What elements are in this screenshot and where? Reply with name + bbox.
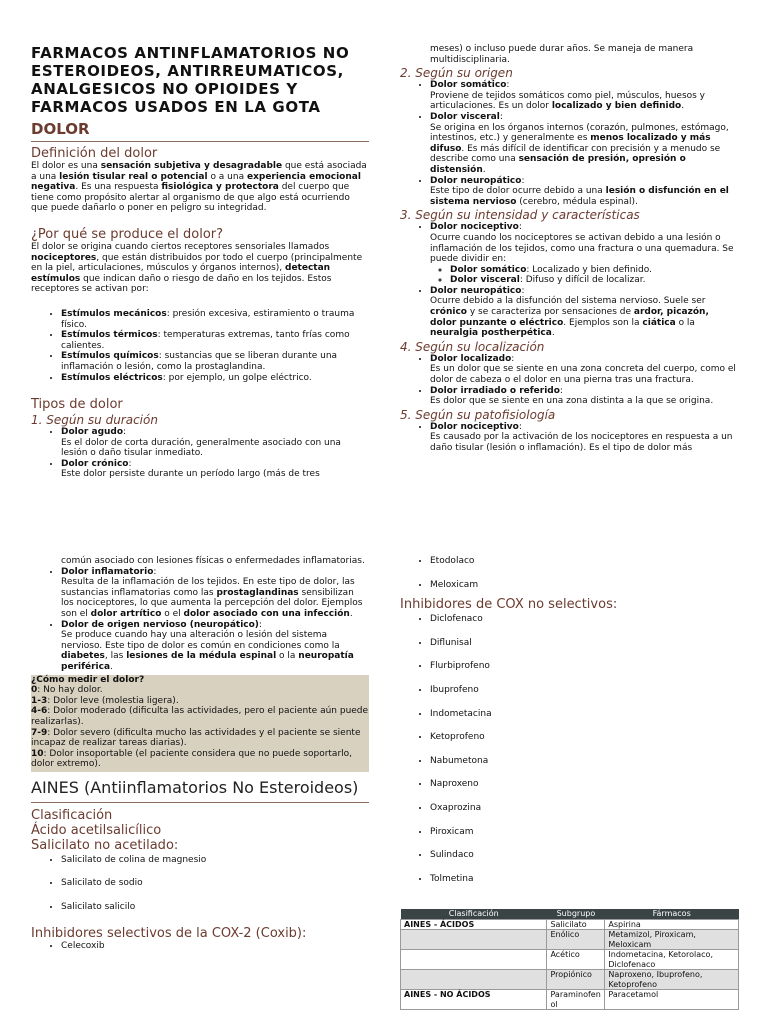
list-item: • Nabumetona xyxy=(430,756,740,767)
table-cell: Salicilato xyxy=(547,919,605,930)
clasificacion-heading: Clasificación xyxy=(31,807,113,823)
table-cell: AINES - ÁCIDOS xyxy=(401,919,547,930)
coxib-list-cont xyxy=(400,556,740,590)
patofisiologia-heading: 5. Según su patofisiología xyxy=(400,407,556,422)
list-item: • Dolor localizado: Es un dolor que se siente en una zona concreta del cuerpo, como el dolor de cabeza o el dolor en una pierna tras una fractura. xyxy=(430,354,738,386)
table-cell xyxy=(401,970,547,990)
aines-table xyxy=(400,909,739,1010)
list-item: • Etodolaco xyxy=(430,556,740,567)
intensidad-list xyxy=(400,222,738,339)
porque-paragraph: El dolor se origina cuando ciertos receptores sensoriales llamados nociceptores, que están distribuidos por todo el cuerpo (principalmente en la piel, articulaciones, músculos y órganos internos), detectan estímulos que indican daño o riesgo de daño en los tejidos. Estos receptores se activan por: xyxy=(31,241,363,295)
list-item: • Indometacina xyxy=(430,709,740,720)
nociceptivo-sublist xyxy=(430,265,738,286)
list-item: • Dolor neuropático: Ocurre debido a la disfunción del sistema nervioso. Suele ser crónico y se caracteriza por sensaciones de ardor, picazón, dolor punzante o eléctrico. Ejemplos son la ciática o la neuralgia postherpética. xyxy=(430,286,738,339)
list-item: • Dolor irradiado o referido: Es dolor que se siente en una zona distinta a la que se origina. xyxy=(430,386,738,407)
table-header-row xyxy=(401,909,739,919)
document-title: FARMACOS ANTINFLAMATORIOS NO ESTEROIDEOS, ANTIRREUMATICOS, ANALGESICOS NO OPIOIDES Y FARMACOS USADOS EN LA GOTA xyxy=(31,44,350,116)
list-item: • Diclofenaco xyxy=(430,614,740,625)
table-cell: Acético xyxy=(547,950,605,970)
nonselective-list xyxy=(400,614,740,884)
acido-heading: Ácido acetilsalicílico xyxy=(31,822,162,838)
patofisiologia-list-cont xyxy=(31,567,369,673)
list-item: • Dolor agudo: Es el dolor de corta duración, generalmente asociado con una lesión o daño tisular inmediato. xyxy=(61,427,369,459)
table-cell: AINES - NO ÁCIDOS xyxy=(401,990,547,1010)
list-item: • Dolor visceral: Se origina en los órganos internos (corazón, pulmones, estómago, intestinos, etc.) y generalmente es menos localizado y más difuso. Es más difícil de identificar con precisión y a menudo se describe como una sensación de presión, opresión o distensión. xyxy=(430,112,738,176)
table-cell: Metamizol, Piroxicam, Meloxicam xyxy=(605,930,739,950)
cox2-list xyxy=(31,941,369,952)
duracion-heading: 1. Según su duración xyxy=(31,413,158,428)
list-item: ◦ Dolor visceral: Difuso y difícil de localizar. xyxy=(450,275,738,286)
page1-right-column xyxy=(400,44,738,454)
list-item: • Dolor de origen nervioso (neuropático): Se produce cuando hay una alteración o lesión del sistema nervioso. Este tipo de dolor es común en condiciones como la diabetes, las lesiones de la médula espinal o la neuropatía periférica. xyxy=(61,620,369,673)
list-item: ◦ Dolor somático: Localizado y bien definido. xyxy=(450,265,738,276)
patofisiologia-list xyxy=(400,422,738,454)
table-row xyxy=(401,990,739,1010)
list-item: • Dolor neuropático: Este tipo de dolor ocurre debido a una lesión o disfunción en el sistema nervioso (cerebro, médula espinal). xyxy=(430,176,738,208)
list-item: • Naproxeno xyxy=(430,779,740,790)
table-cell: Aspirina xyxy=(605,919,739,930)
table-row xyxy=(401,919,739,930)
table-header-cell: Subgrupo xyxy=(547,909,605,919)
origen-list xyxy=(400,80,738,207)
table-cell: Naproxeno, Ibuprofeno, Ketoprofeno xyxy=(605,970,739,990)
intensidad-heading: 3. Según su intensidad y características xyxy=(400,208,640,223)
list-item: • Dolor nociceptivo: Es causado por la activación de los nociceptores en respuesta a un daño tisular (lesión o inflamación). Es el tipo de dolor más xyxy=(430,422,738,454)
list-item: • Salicilato salicilo xyxy=(61,902,369,913)
table-row xyxy=(401,970,739,990)
origen-heading: 2. Según su origen xyxy=(400,66,513,81)
salicilato-heading: Salicilato no acetilado: xyxy=(31,837,179,853)
aines-table-wrap xyxy=(400,909,740,1010)
pain-scale-title: ¿Cómo medir el dolor? xyxy=(31,674,145,685)
tipos-heading: Tipos de dolor xyxy=(31,397,123,413)
table-header-cell: Clasificación xyxy=(401,909,547,919)
aines-heading: AINES (Antiinflamatorios No Esteroideos) xyxy=(31,778,369,803)
list-item: • Tolmetina xyxy=(430,874,740,885)
list-item: • Dolor nociceptivo: Ocurre cuando los nociceptores se activan debido a una lesión o inflamación de los tejidos, como una fractura o una quemadura. Se puede dividir en: ◦ Dolor somático: Localizado y bien definido. ◦ Dolor visceral: Difuso y difícil de localizar. xyxy=(430,222,738,286)
localizacion-heading: 4. Según su localización xyxy=(400,339,545,354)
continuation-text: meses) o incluso puede durar años. Se maneja de manera multidisciplinaria. xyxy=(430,44,694,65)
list-item: • Estímulos eléctricos: por ejemplo, un golpe eléctrico. xyxy=(61,373,369,384)
duracion-list xyxy=(31,427,369,480)
list-item: • Oxaprozina xyxy=(430,803,740,814)
list-item: • Meloxicam xyxy=(430,580,740,591)
list-item: • Estímulos térmicos: temperaturas extremas, tanto frías como calientes. xyxy=(61,330,369,351)
list-item: • Ketoprofeno xyxy=(430,732,740,743)
table-row xyxy=(401,950,739,970)
salicilato-list xyxy=(31,855,369,913)
table-cell: Paraminofenol xyxy=(547,990,605,1010)
porque-heading: ¿Por qué se produce el dolor? xyxy=(31,226,224,242)
nonselective-heading: Inhibidores de COX no selectivos: xyxy=(400,597,618,613)
table-row xyxy=(401,930,739,950)
definicion-paragraph: El dolor es una sensación subjetiva y desagradable que está asociada a una lesión tisular real o potencial o a una experiencia emocional negativa. Es una respuesta fisiológica y protectora del cuerpo que tiene como propósito alertar al organismo de que algo está ocurriendo que puede dañarlo o poner en peligro su integridad. xyxy=(31,161,367,214)
list-item: • Diflunisal xyxy=(430,638,740,649)
table-header-cell: Fármacos xyxy=(605,909,739,919)
cox2-heading: Inhibidores selectivos de la COX-2 (Coxib): xyxy=(31,925,307,941)
list-item: • Dolor somático: Proviene de tejidos somáticos como piel, músculos, huesos y articulaciones. Es un dolor localizado y bien definido. xyxy=(430,80,738,112)
list-item: • Salicilato de colina de magnesio xyxy=(61,855,369,866)
table-cell xyxy=(401,950,547,970)
list-item: • Estímulos mecánicos: presión excesiva, estiramiento o trauma físico. xyxy=(61,309,369,330)
table-cell: Paracetamol xyxy=(605,990,739,1010)
table-cell xyxy=(401,930,547,950)
table-cell: Enólico xyxy=(547,930,605,950)
list-item: • Flurbiprofeno xyxy=(430,661,740,672)
list-item: • Ibuprofeno xyxy=(430,685,740,696)
list-item: • Celecoxib xyxy=(61,941,369,952)
list-item: • Dolor inflamatorio: Resulta de la inflamación de los tejidos. En este tipo de dolor, las sustancias inflamatorias como las prostaglandinas sensibilizan los nociceptores, lo que aumenta la percepción del dolor. Ejemplos son el dolor artrítico o el dolor asociado con una infección. xyxy=(61,567,369,620)
page2-left-column xyxy=(31,556,369,951)
page1-left-column xyxy=(31,44,369,480)
estimulos-list xyxy=(31,309,369,383)
list-item: • Dolor crónico: Este dolor persiste durante un período largo (más de tres xyxy=(61,459,369,480)
pain-scale-box: ¿Cómo medir el dolor? 0: No hay dolor. 1-3: Dolor leve (molestia ligera). 4-6: Dolor moderado (dificulta las actividades, pero el paciente aún puede realizarlas). 7-9: Dolor severo (dificulta mucho las actividades y el paciente se siente incapaz de realizar tareas diarias). 10: Dolor insoportable (el paciente considera que no puede soportarlo, dolor extremo). xyxy=(31,675,369,772)
table-cell: Propiónico xyxy=(547,970,605,990)
list-item: • Salicilato de sodio xyxy=(61,878,369,889)
list-item: • Sulindaco xyxy=(430,850,740,861)
continuation-text: común asociado con lesiones físicas o enfermedades inflamatorias. xyxy=(61,556,365,566)
list-item: • Piroxicam xyxy=(430,827,740,838)
table-cell: Indometacina, Ketorolaco, Diclofenaco xyxy=(605,950,739,970)
list-item: • Estímulos químicos: sustancias que se liberan durante una inflamación o lesión, como la prostaglandina. xyxy=(61,351,369,372)
dolor-heading: DOLOR xyxy=(31,120,369,142)
page2-right-column xyxy=(400,556,740,897)
localizacion-list xyxy=(400,354,738,407)
definicion-heading: Definición del dolor xyxy=(31,146,158,161)
